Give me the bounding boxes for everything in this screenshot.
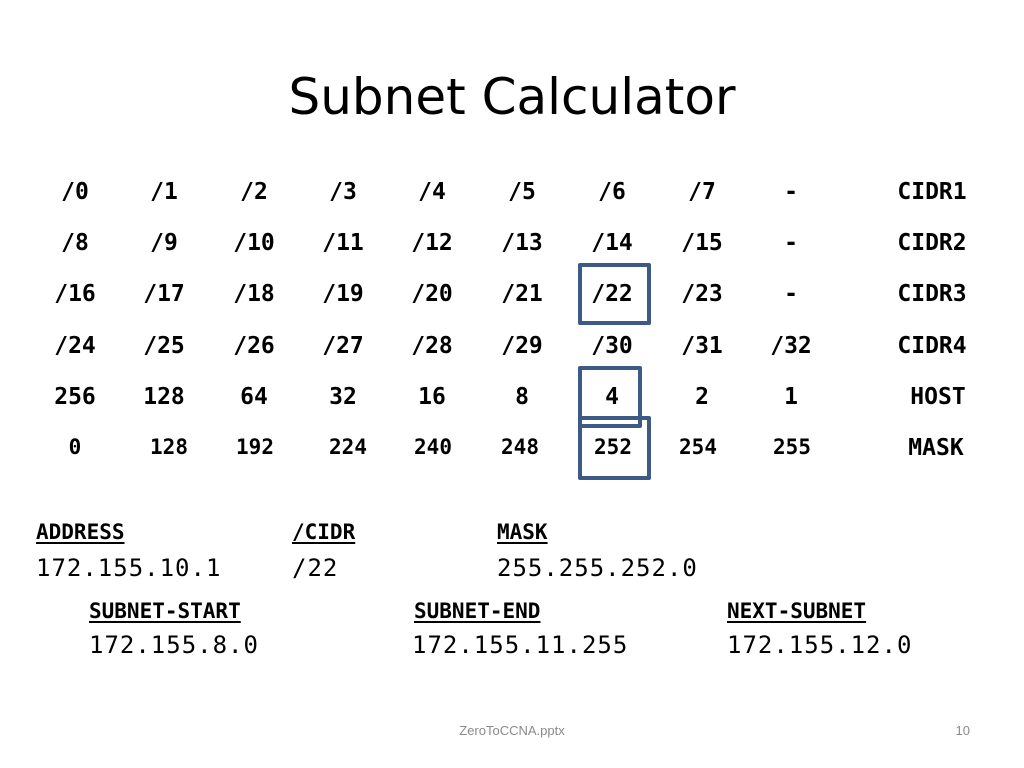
- subnet-start-value: 172.155.8.0: [89, 631, 259, 659]
- table-cell: /31: [681, 333, 723, 359]
- slide-title: Subnet Calculator: [288, 68, 736, 126]
- next-subnet-header: NEXT-SUBNET: [727, 599, 867, 623]
- table-cell: /21: [501, 281, 543, 307]
- row-label-host: HOST: [910, 384, 966, 410]
- table-cell: 252: [594, 435, 632, 459]
- highlight-box-mask: [578, 416, 651, 480]
- table-cell: 16: [418, 384, 446, 410]
- table-cell: /22: [591, 281, 633, 307]
- table-cell: 0: [68, 435, 82, 459]
- table-cell: 224: [329, 435, 367, 459]
- table-cell: 2: [695, 384, 709, 410]
- row-label-cidr1: CIDR1: [897, 179, 967, 205]
- table-cell: /29: [501, 333, 543, 359]
- table-cell: 254: [679, 435, 717, 459]
- table-cell: 240: [414, 435, 452, 459]
- table-cell: 4: [605, 384, 619, 410]
- address-header: ADDRESS: [36, 520, 125, 544]
- table-cell: /8: [61, 230, 89, 256]
- table-cell: /10: [233, 230, 275, 256]
- table-cell: 128: [150, 435, 188, 459]
- table-cell: -: [784, 179, 798, 205]
- footer-filename: ZeroToCCNA.pptx: [459, 723, 565, 738]
- table-cell: /11: [322, 230, 364, 256]
- row-label-mask: MASK: [908, 435, 964, 461]
- table-cell: /18: [233, 281, 275, 307]
- table-cell: 192: [236, 435, 274, 459]
- table-cell: 64: [240, 384, 268, 410]
- table-cell: 128: [143, 384, 185, 410]
- table-cell: /19: [322, 281, 364, 307]
- row-label-cidr2: CIDR2: [897, 230, 967, 256]
- row-label-cidr3: CIDR3: [897, 281, 967, 307]
- table-cell: /4: [418, 179, 446, 205]
- cidr-value: /22: [292, 554, 339, 582]
- table-cell: /25: [143, 333, 185, 359]
- table-cell: /6: [598, 179, 626, 205]
- table-cell: 8: [515, 384, 529, 410]
- table-cell: /23: [681, 281, 723, 307]
- table-cell: 32: [329, 384, 357, 410]
- cidr-header: /CIDR: [292, 520, 356, 544]
- table-cell: 248: [501, 435, 539, 459]
- slide-number: 10: [955, 723, 970, 738]
- table-cell: /2: [240, 179, 268, 205]
- table-cell: /28: [411, 333, 453, 359]
- table-cell: /7: [688, 179, 716, 205]
- mask-value: 255.255.252.0: [497, 554, 698, 582]
- subnet-start-header: SUBNET-START: [89, 599, 241, 623]
- table-cell: /32: [770, 333, 812, 359]
- subnet-end-value: 172.155.11.255: [412, 631, 629, 659]
- table-cell: /9: [150, 230, 178, 256]
- table-cell: /5: [508, 179, 536, 205]
- next-subnet-value: 172.155.12.0: [727, 631, 913, 659]
- table-cell: /12: [411, 230, 453, 256]
- mask-header: MASK: [497, 520, 548, 544]
- table-cell: /24: [54, 333, 96, 359]
- table-cell: /1: [150, 179, 178, 205]
- table-cell: /26: [233, 333, 275, 359]
- highlight-box-cidr: [578, 263, 651, 325]
- table-cell: /20: [411, 281, 453, 307]
- row-label-cidr4: CIDR4: [897, 333, 967, 359]
- table-cell: 255: [773, 435, 811, 459]
- table-cell: /27: [322, 333, 364, 359]
- table-cell: -: [784, 230, 798, 256]
- table-cell: /0: [61, 179, 89, 205]
- address-value: 172.155.10.1: [36, 554, 222, 582]
- subnet-end-header: SUBNET-END: [414, 599, 541, 623]
- table-cell: /16: [54, 281, 96, 307]
- table-cell: /14: [591, 230, 633, 256]
- table-cell: /13: [501, 230, 543, 256]
- table-cell: 1: [784, 384, 798, 410]
- table-cell: /3: [329, 179, 357, 205]
- table-cell: 256: [54, 384, 96, 410]
- table-cell: /17: [143, 281, 185, 307]
- table-cell: /15: [681, 230, 723, 256]
- table-cell: /30: [591, 333, 633, 359]
- table-cell: -: [784, 281, 798, 307]
